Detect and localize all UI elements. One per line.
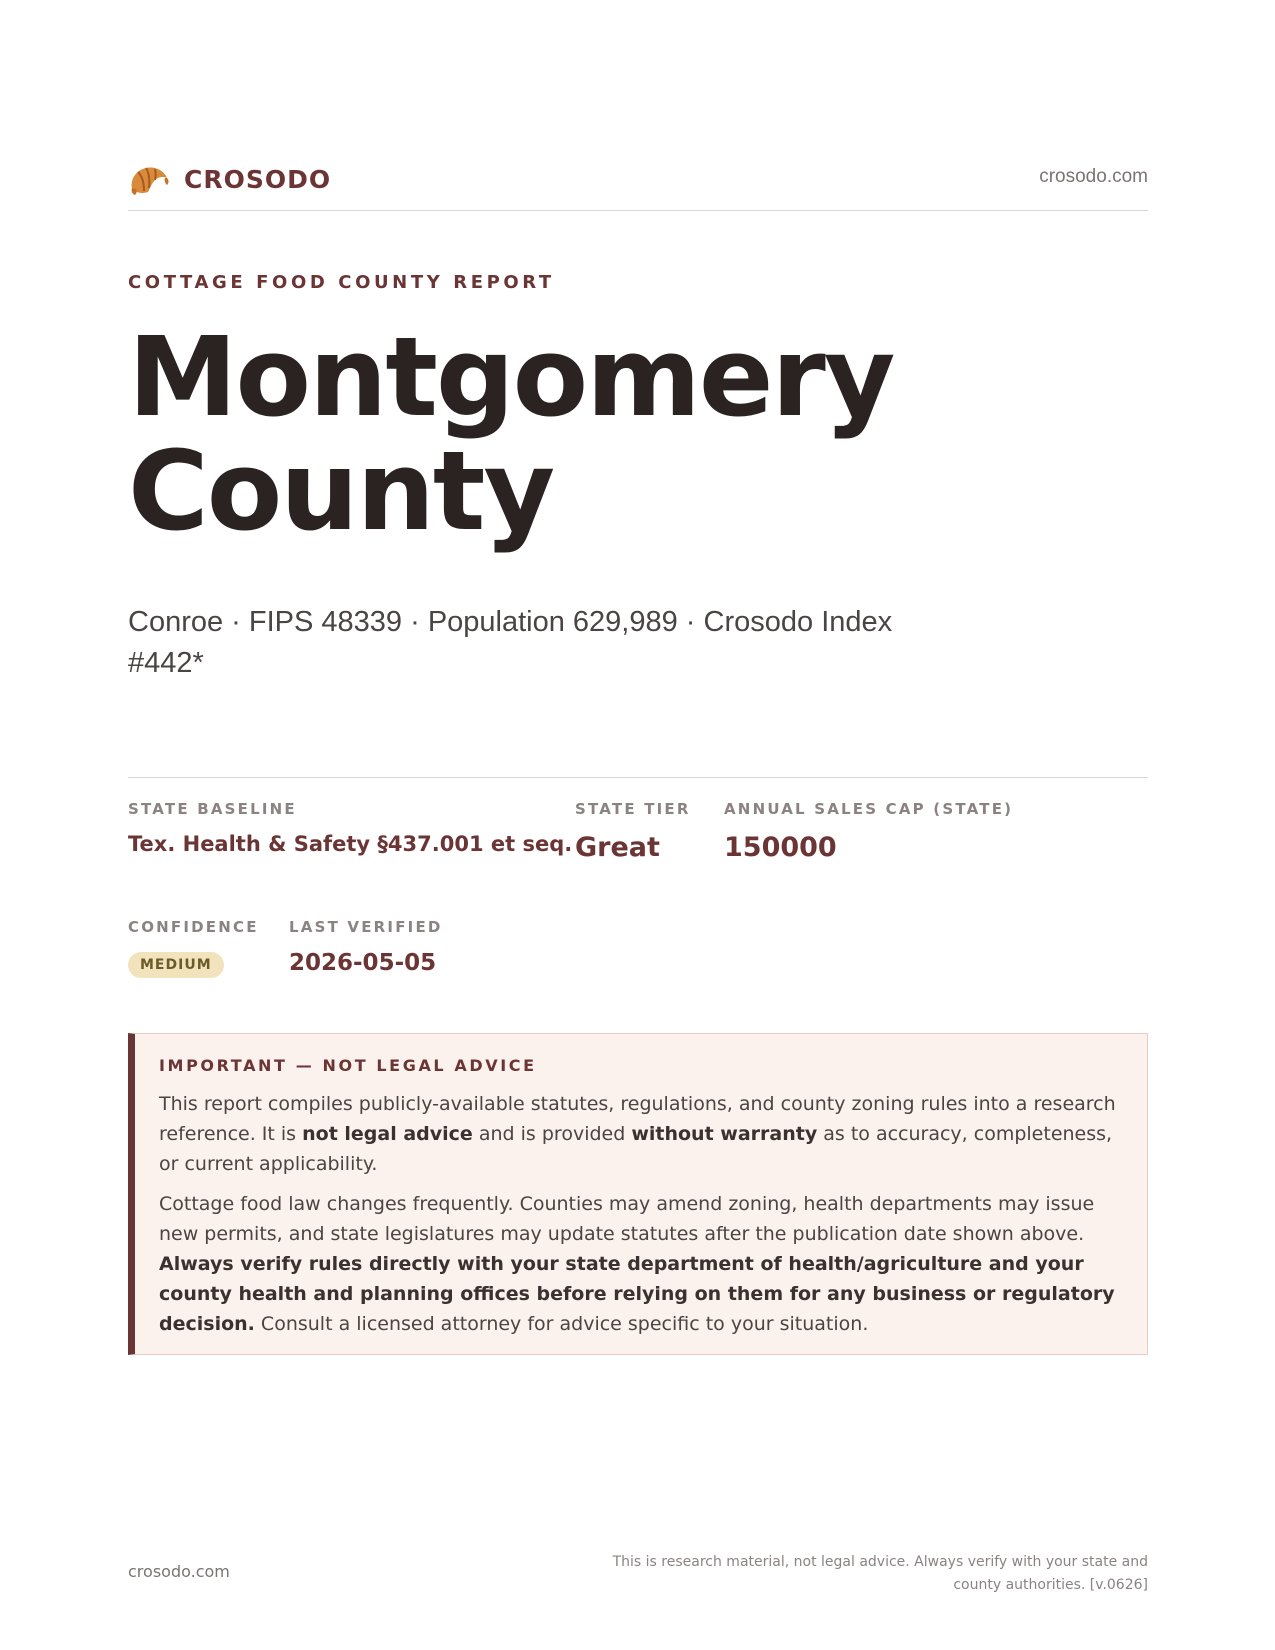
state-baseline-field [128, 800, 572, 856]
site-url-link[interactable]: crosodo.com [1039, 166, 1148, 187]
report-eyebrow: COTTAGE FOOD COUNTY REPORT [128, 272, 555, 293]
croissant-icon [128, 158, 170, 200]
sales-cap-label: ANNUAL SALES CAP (STATE) [724, 800, 1014, 818]
legal-notice-box [128, 1033, 1148, 1355]
state-tier-value: Great [575, 832, 660, 863]
last-verified-value: 2026-05-05 [289, 950, 437, 976]
page-title [128, 313, 894, 555]
last-verified-field [289, 918, 443, 976]
brand[interactable] [128, 158, 331, 200]
sales-cap-value: 150000 [724, 832, 837, 863]
footer-disclaimer: This is research material, not legal advice. Always verify with your state and county authorities. [v.0626] [612, 1554, 1148, 1593]
sales-cap-field [724, 800, 1013, 863]
state-baseline-value: Tex. Health & Safety §437.001 et seq. [128, 832, 573, 856]
page-header [128, 158, 1148, 211]
notice-heading: IMPORTANT — NOT LEGAL ADVICE [159, 1056, 537, 1075]
brand-name: CROSODO [184, 164, 332, 194]
confidence-badge: MEDIUM [128, 952, 224, 978]
notice-paragraph-2: Cottage food law changes frequently. Counties may amend zoning, health departments may issue new permits, and state legislatures may update statutes after the publication date shown above. Always verify rules directly with your state department of health/agriculture and your county health and planning offices before relying on them for any business or regulatory decision. Consult a licensed attorney for advice specific to your situation. [159, 1193, 1115, 1335]
state-tier-label: STATE TIER [575, 800, 691, 818]
confidence-label: CONFIDENCE [128, 918, 259, 936]
state-baseline-label: STATE BASELINE [128, 800, 297, 818]
county-subtitle: Conroe · FIPS 48339 · Population 629,989 · Crosodo Index #442* [128, 606, 893, 679]
state-tier-field [575, 800, 691, 863]
footer-site-url[interactable]: crosodo.com [128, 1562, 230, 1581]
title-line-1: Montgomery [128, 313, 894, 441]
notice-paragraph-1: This report compiles publicly-available statutes, regulations, and county zoning rules into a research reference. It is not legal advice and is provided without warranty as to accuracy, completeness, or current applicability. [159, 1093, 1116, 1175]
section-divider [128, 777, 1148, 778]
last-verified-label: LAST VERIFIED [289, 918, 443, 936]
report-page [128, 0, 1148, 1650]
title-line-2: County [128, 427, 554, 555]
confidence-field [128, 918, 259, 978]
